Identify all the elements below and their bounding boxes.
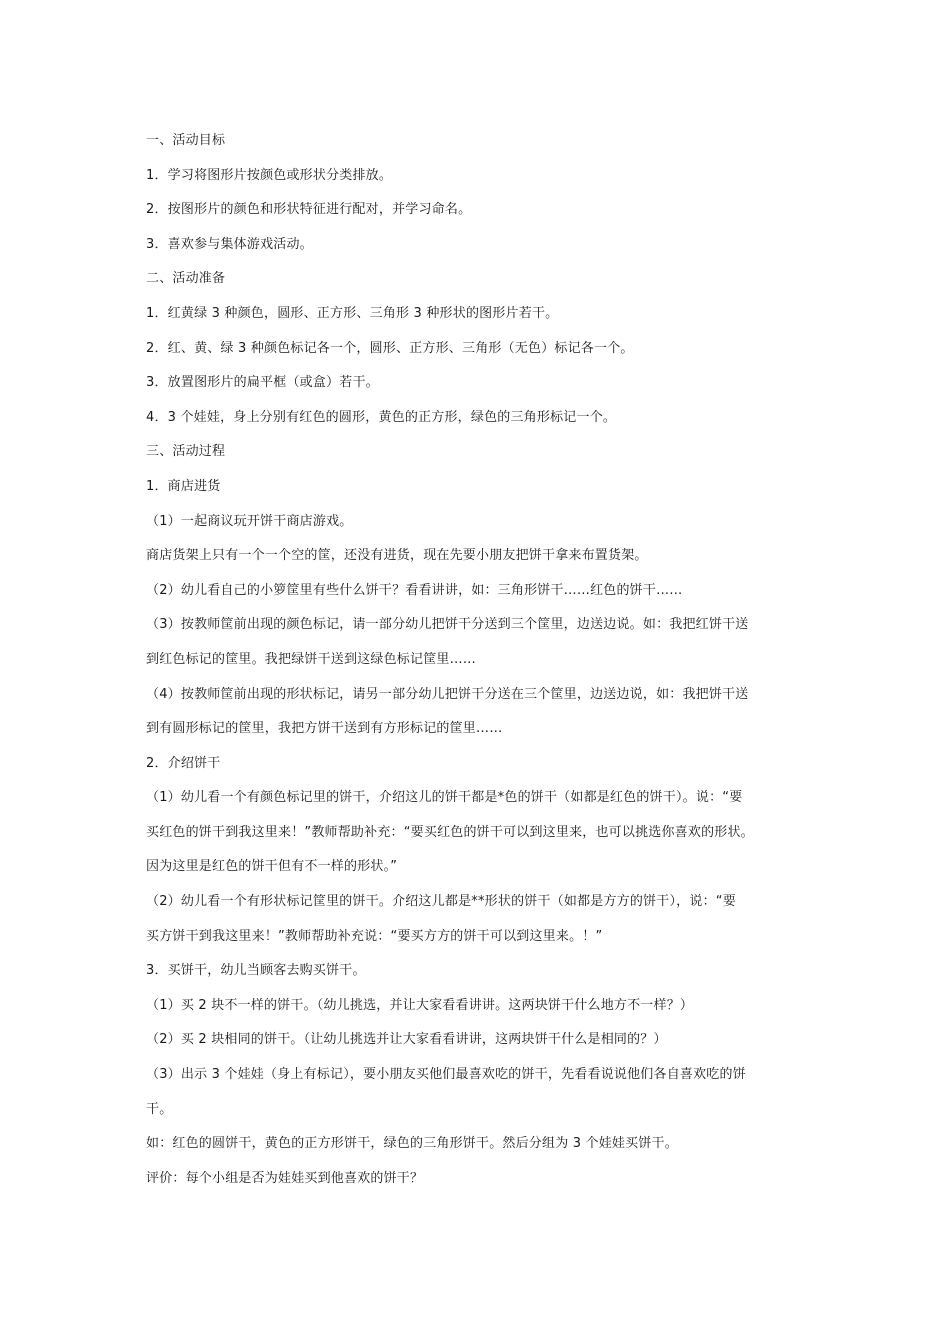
preparation-item: 3．放置图形片的扁平框（或盒）若干。 (146, 375, 379, 391)
paragraph-line: 商店货架上只有一个一个空的筐，还没有进货，现在先要小朋友把饼干拿来布置货架。 (146, 548, 648, 564)
section-heading-preparation: 二、活动准备 (146, 271, 226, 287)
paragraph-line: 买红色的饼干到我这里来！”教师帮助补充：“要买红色的饼干可以到这里来，也可以挑选你喜欢的形状。 (146, 824, 754, 840)
paragraph-line: （2）幼儿看一个有形状标记筐里的饼干。介绍这儿都是**形状的饼干（如都是方方的饼干），说：“要 (146, 894, 736, 910)
paragraph-line: 如：红色的圆饼干，黄色的正方形饼干，绿色的三角形饼干。然后分组为 3 个娃娃买饼干。 (146, 1136, 678, 1152)
evaluation-line: 评价：每个小组是否为娃娃买到他喜欢的饼干？ (146, 1170, 424, 1186)
paragraph-line: （2）买 2 块相同的饼干。（让幼儿挑选并让大家看看讲讲，这两块饼干什么是相同的？） (146, 1032, 667, 1048)
process-step-heading: 2．介绍饼干 (146, 755, 221, 771)
goal-item: 3．喜欢参与集体游戏活动。 (146, 236, 313, 252)
paragraph-line: （3）按教师筐前出现的颜色标记，请一部分幼儿把饼干分送到三个筐里，边送边说。如：我把红饼干送 (146, 617, 749, 633)
paragraph-line: 到有圆形标记的筐里，我把方饼干送到有方形标记的筐里…… (146, 721, 503, 737)
paragraph-line: 到红色标记的筐里。我把绿饼干送到这绿色标记筐里…… (146, 651, 477, 667)
paragraph-line: （1）一起商议玩开饼干商店游戏。 (146, 513, 353, 529)
document-body (146, 124, 816, 1196)
paragraph-line: （3）出示 3 个娃娃（身上有标记），要小朋友买他们最喜欢吃的饼干，先看看说说他们各自喜欢吃的饼 (146, 1067, 746, 1083)
section-heading-process: 三、活动过程 (146, 444, 226, 460)
paragraph-line: 买方饼干到我这里来！”教师帮助补充说：“要买方方的饼干可以到这里来。！” (146, 928, 603, 944)
paragraph-line: 因为这里是红色的饼干但有不一样的形状。” (146, 859, 398, 875)
goal-item: 1．学习将图形片按颜色或形状分类排放。 (146, 167, 393, 183)
preparation-item: 1．红黄绿 3 种颜色，圆形、正方形、三角形 3 种形状的图形片若干。 (146, 305, 559, 321)
paragraph-line: 干。 (146, 1101, 173, 1117)
paragraph-line: （1）买 2 块不一样的饼干。（幼儿挑选，并让大家看看讲讲。这两块饼干什么地方不一样？） (146, 997, 694, 1013)
paragraph-line: （4）按教师筐前出现的形状标记，请另一部分幼儿把饼干分送在三个筐里，边送边说，如：我把饼干送 (146, 686, 749, 702)
paragraph-line: （1）幼儿看一个有颜色标记里的饼干，介绍这儿的饼干都是*色的饼干（如都是红色的饼干）。说：“要 (146, 790, 743, 806)
preparation-item: 4．3 个娃娃，身上分别有红色的圆形，黄色的正方形，绿色的三角形标记一个。 (146, 409, 617, 425)
process-step-heading: 3．买饼干，幼儿当顾客去购买饼干。 (146, 963, 366, 979)
section-heading-goals: 一、活动目标 (146, 133, 226, 148)
goal-item: 2．按图形片的颜色和形状特征进行配对，并学习命名。 (146, 202, 472, 218)
preparation-item: 2．红、黄、绿 3 种颜色标记各一个，圆形、正方形、三角形（无色）标记各一个。 (146, 340, 634, 356)
process-step-heading: 1．商店进货 (146, 478, 221, 494)
paragraph-line: （2）幼儿看自己的小箩筐里有些什么饼干？看看讲讲，如：三角形饼干……红色的饼干…… (146, 582, 683, 598)
